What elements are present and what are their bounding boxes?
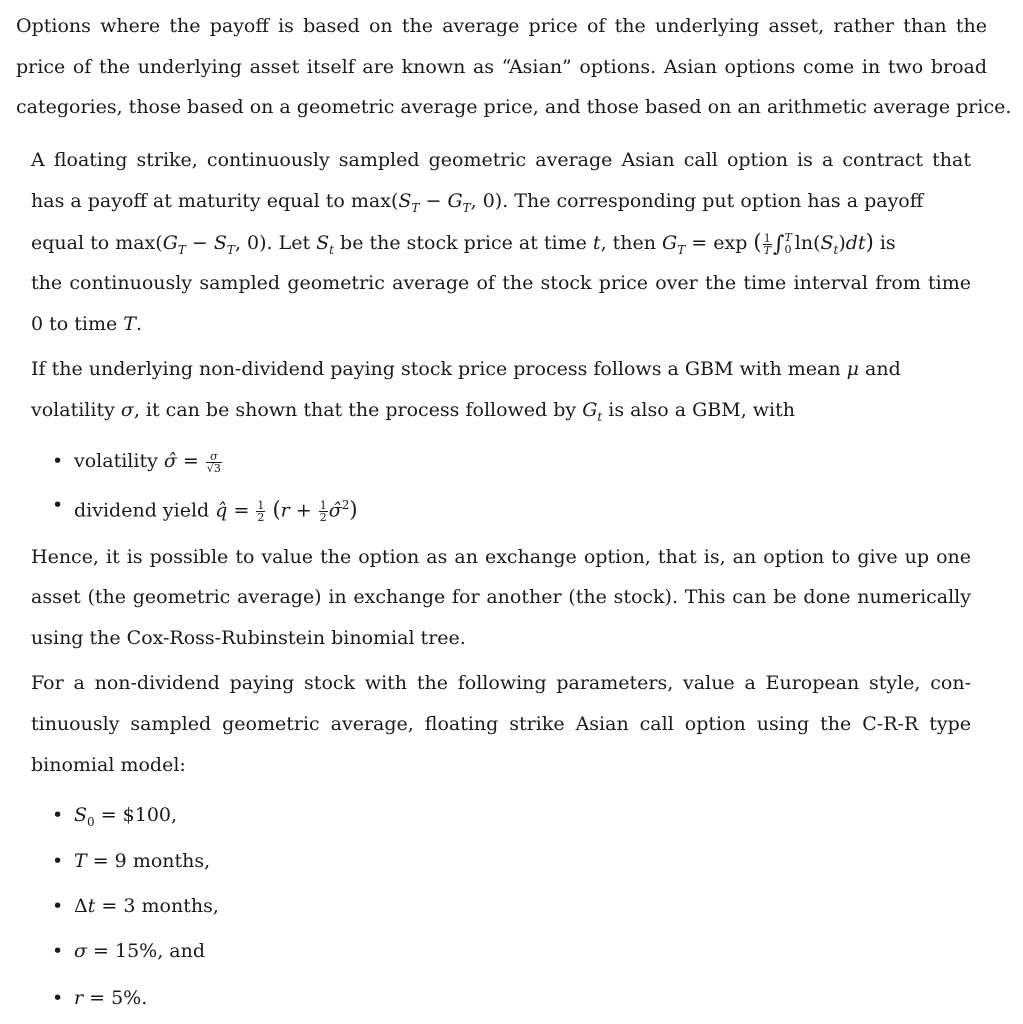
p2-line-1: If the underlying non-dividend paying stock price process follows a GBM with mean μ and [31, 358, 901, 380]
bullet-dot: • [52, 450, 64, 472]
p4-line-1: For a non-dividend paying stock with the following parameters, value a European style, con- [31, 672, 971, 694]
bullet-dot: • [52, 940, 64, 962]
page: Options where the payoff is based on the average price of the underlying asset, rather than the price of the underlying asset itself are known as “Asian” options. Asian options come in two broad categories, those based on a geometric average price, and those based on an arithmetic average price. A floating strike, continuously sampled geometric average Asian call option is a contract that has a payoff at maturity equal to $\max(S_T - G_T$, 0). The corresponding put option has a payoff equal to $\max(G_T - S_T$, 0). Let $S_t$ be the stock price at time t, then $G_T = \exp$ ( $\frac{1}{T}$ ∫ T 0 $\ln(S_t)dt$) is the continuously sampled geometric average of the stock price over the time interval from time 0 to time T. If the underlying non-dividend paying stock price process follows a GBM with mean μ and volatility σ, it can be shown that the process followed by $G_t$ is also a GBM, with • volatility σ̂ = $\frac{\sigma}{√3}$ • dividend yield q̂ = $\frac{1}{2}$ (r + $\frac{1}{2}$ σ̂$^2$) Hence, it is possible to value the option as an exchange option, that is, an option to give up one asset (the geometric average) in exchange for another (the stock). This can be done numerically using the Cox-Ross-Rubinstein binomial tree. For a non-dividend paying stock with the following parameters, value a European style, con- tinuously sampled geometric average, floating strike Asian call option using the C-R-R type binomial model: • $S_0$ = $100, • T = 9 months, • Δt = 3 months, • σ = 15%, and • r = 5%. [16, 15, 1012, 1009]
intro-line-3: categories, those based on a geometric average price, and those based on an arithmetic average price. [16, 96, 1012, 118]
p1-line-1: A floating strike, continuously sampled geometric average Asian call option is a contract that [31, 149, 971, 171]
intro-line-1: Options where the payoff is based on the average price of the underlying asset, rather than the [16, 15, 987, 37]
bullet-dot: • [52, 895, 64, 917]
bullet-dot: • [52, 987, 64, 1009]
bullet-dot: • [52, 850, 64, 872]
bullet-dot: • [52, 804, 64, 826]
p3-line-1: Hence, it is possible to value the option as an exchange option, that is, an option to give up one [31, 546, 971, 568]
bullet-dot: • [52, 494, 64, 516]
intro-line-2: price of the underlying asset itself are known as “Asian” options. Asian options come in two broad [16, 56, 987, 78]
p1-line-2: has a payoff at maturity equal to $\max(S_T - G_T$, 0). The corresponding put option has a payoff [31, 190, 924, 215]
p3-line-3: using the Cox-Ross-Rubinstein binomial tree. [31, 627, 466, 649]
p2-line-2: volatility σ, it can be shown that the process followed by $G_t$ is also a GBM, with [31, 399, 795, 424]
p1-line-4: the continuously sampled geometric average of the stock price over the time interval from time [31, 272, 971, 294]
p4-line-2: tinuously sampled geometric average, floating strike Asian call option using the C-R-R type [31, 713, 971, 735]
p4-line-3: binomial model: [31, 754, 186, 776]
p3-line-2: asset (the geometric average) in exchange for another (the stock). This can be done numerically [31, 586, 971, 608]
p1-line-5: 0 to time T. [31, 313, 142, 335]
p1-line-3: equal to $\max(G_T - S_T$, 0). Let $S_t$ be the stock price at time t, then $G_T = \exp$ ( $\frac{1}{T}$ ∫ T 0 $\ln(S_t)dt$) is [31, 230, 896, 257]
